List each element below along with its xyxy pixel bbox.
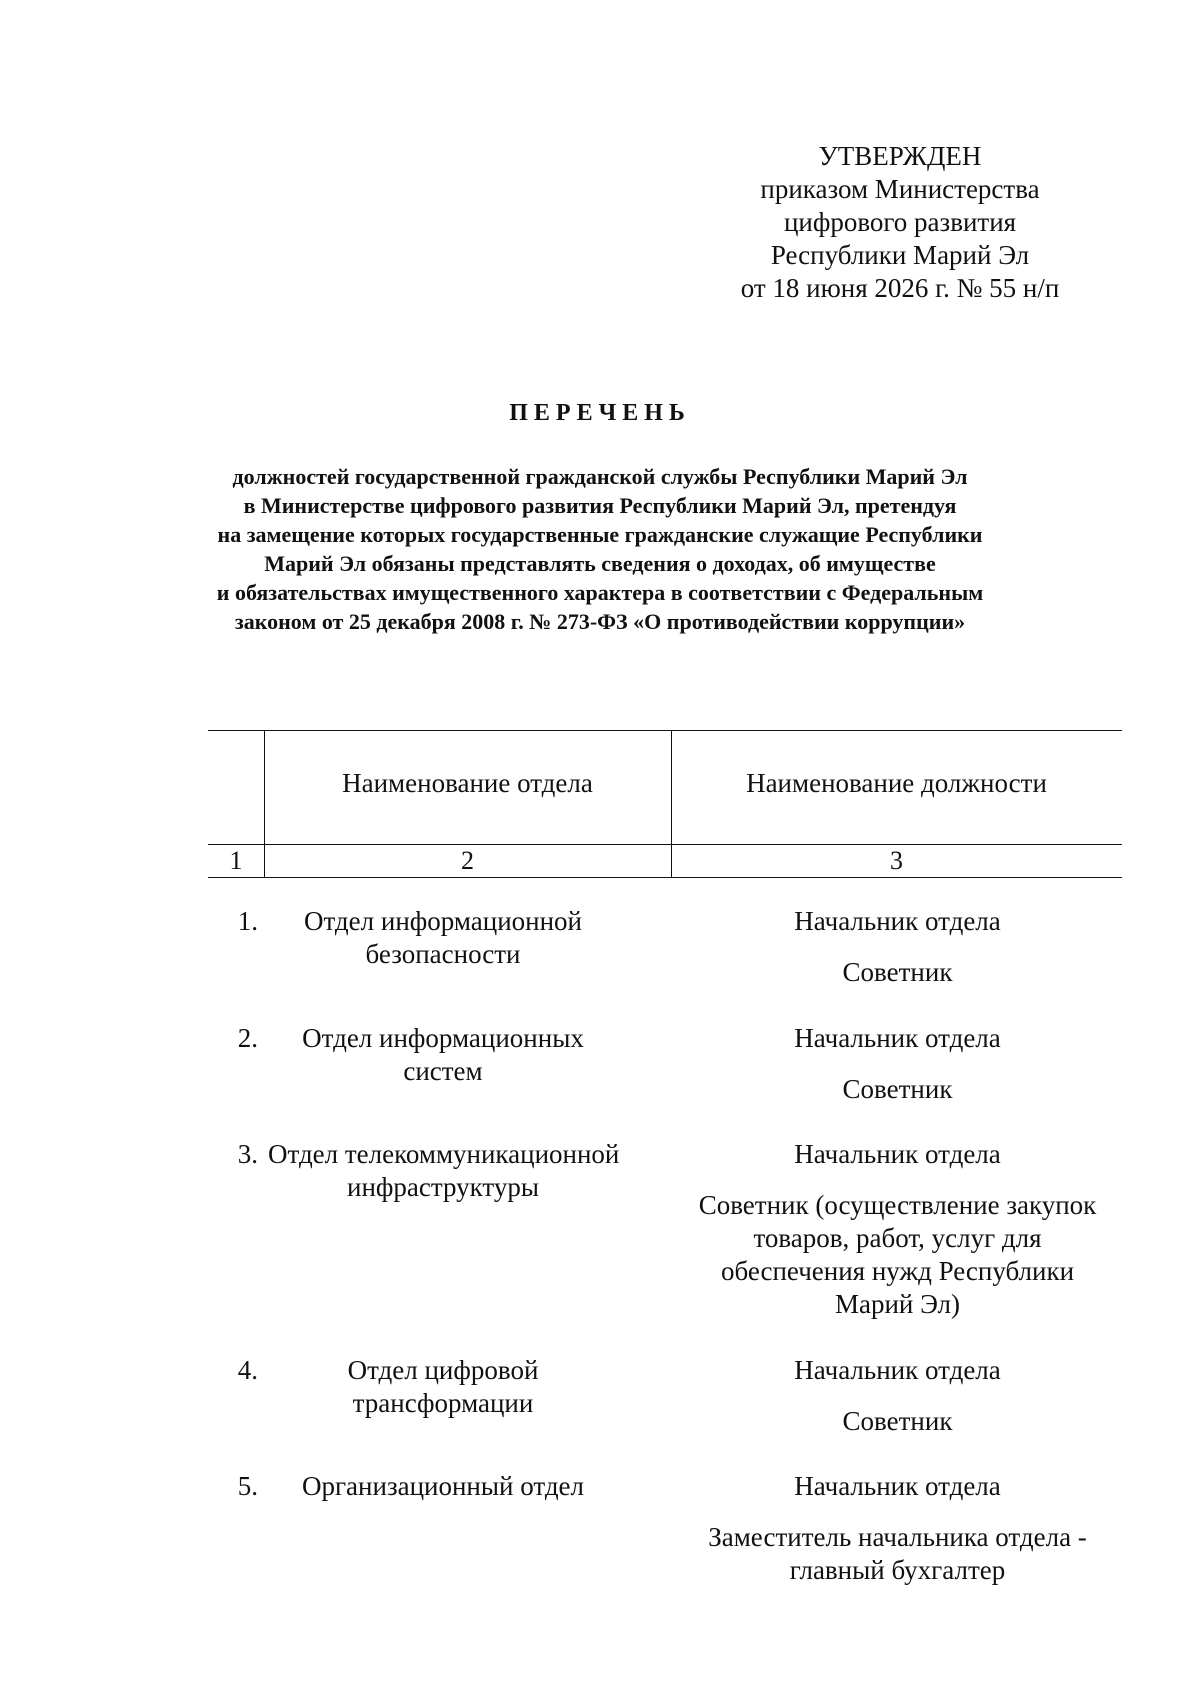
subtitle-line: на замещение которых государственные гражданские служащие Республики (217, 522, 983, 547)
department-line: Отдел цифровой (347, 1355, 539, 1385)
position-item (673, 956, 1122, 989)
position-line: Начальник отдела (794, 1023, 1001, 1053)
position-item (673, 1189, 1122, 1321)
header-bottom-border (208, 844, 1122, 845)
position-line: Советник (осуществление закупок (698, 1190, 1097, 1220)
positions-list (673, 1354, 1122, 1456)
row-index: 4. (237, 1355, 258, 1385)
row-index: 2. (237, 1023, 258, 1053)
position-item (673, 1470, 1122, 1503)
table-header (208, 730, 1122, 880)
position-line: Советник (842, 1074, 953, 1104)
position-line: главный бухгалтер (789, 1555, 1006, 1585)
department-name (268, 1354, 618, 1420)
position-line: товаров, работ, услуг для (753, 1223, 1042, 1253)
department-line: систем (403, 1056, 483, 1086)
approval-line: Республики Марий Эл (770, 240, 1030, 270)
department-line: Отдел телекоммуникационной (268, 1139, 620, 1169)
approval-line: от 18 июня 2026 г. № 55 н/п (740, 273, 1060, 303)
position-line: Начальник отдела (794, 1355, 1001, 1385)
approval-stamp (690, 140, 1110, 305)
position-item (673, 1022, 1122, 1055)
column-number: 1 (229, 846, 243, 875)
subtitle-line: в Министерстве цифрового развития Республики Марий Эл, претендуя (243, 493, 957, 518)
row-index: 1. (237, 906, 258, 936)
position-line: Советник (842, 1406, 953, 1436)
position-line: Начальник отдела (794, 906, 1001, 936)
row-index: 3. (237, 1139, 258, 1169)
department-name (268, 1470, 618, 1503)
header-department: Наименование отдела (342, 768, 593, 798)
positions-list (673, 1138, 1122, 1339)
position-item (673, 1521, 1122, 1587)
department-line: безопасности (365, 939, 521, 969)
document-title: ПЕРЕЧЕНЬ (509, 400, 691, 426)
position-line: Советник (842, 957, 953, 987)
column-number: 3 (890, 846, 903, 875)
position-line: Марий Эл) (834, 1289, 961, 1319)
position-item (673, 1138, 1122, 1171)
position-line: Заместитель начальника отдела - (708, 1522, 1087, 1552)
department-name (268, 1138, 618, 1204)
department-line: инфраструктуры (347, 1172, 539, 1202)
approval-line: УТВЕРЖДЕН (818, 141, 982, 171)
document-subtitle (150, 462, 1050, 636)
approval-line: приказом Министерства (760, 174, 1040, 204)
subtitle-line: должностей государственной гражданской службы Республики Марий Эл (232, 464, 968, 489)
department-name (268, 905, 618, 971)
positions-list (673, 1470, 1122, 1605)
position-item (673, 1354, 1122, 1387)
subtitle-line: и обязательствах имущественного характера в соответствии с Федеральным (216, 580, 984, 605)
table-top-border (208, 730, 1122, 731)
column-number: 2 (461, 846, 474, 875)
position-line: обеспечения нужд Республики (720, 1256, 1075, 1286)
positions-list (673, 905, 1122, 1007)
department-line: Организационный отдел (301, 1471, 585, 1501)
department-line: трансформации (352, 1388, 534, 1418)
row-index: 5. (237, 1471, 258, 1501)
position-item (673, 905, 1122, 938)
department-line: Отдел информационной (303, 906, 582, 936)
approval-line: цифрового развития (783, 207, 1017, 237)
position-line: Начальник отдела (794, 1471, 1001, 1501)
position-line: Начальник отдела (794, 1139, 1001, 1169)
position-item (673, 1405, 1122, 1438)
header-position: Наименование должности (746, 768, 1047, 798)
department-line: Отдел информационных (302, 1023, 584, 1053)
subtitle-line: законом от 25 декабря 2008 г. № 273-ФЗ «О противодействии коррупции» (234, 609, 966, 634)
position-item (673, 1073, 1122, 1106)
positions-list (673, 1022, 1122, 1124)
subtitle-line: Марий Эл обязаны представлять сведения о доходах, об имуществе (264, 551, 936, 576)
number-row-bottom-border (208, 877, 1122, 878)
department-name (268, 1022, 618, 1088)
